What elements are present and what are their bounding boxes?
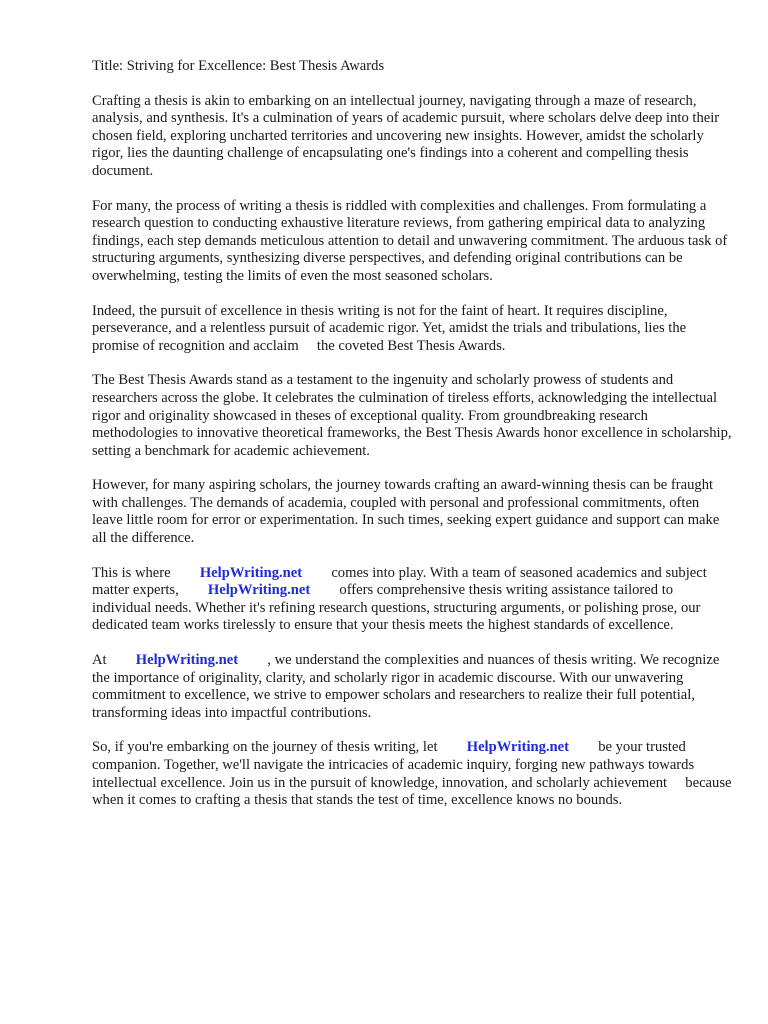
paragraph-challenges: For many, the process of writing a thesis is riddled with complexities and challenges. From formulating a research question to conducting exhaustive literature reviews, from gathering empirical data to analyzing findings, each step demands meticulous attention to detail and unwavering commitment. The arduous task of structuring arguments, synthesizing diverse perspectives, and defending original contributions can be overwhelming, testing the limits of even the most seasoned scholars. [92,197,728,284]
helpwriting-link[interactable]: HelpWriting.net [135,652,239,669]
helpwriting-link[interactable]: HelpWriting.net [466,739,570,756]
paragraph-intro: Crafting a thesis is akin to embarking on an intellectual journey, navigating through a maze of research, analysis, and synthesis. It's a culmination of years of academic pursuit, where scholars delve deep into their chosen field, exploring uncharted territories and uncovering new insights. However, amidst the scholarly rigor, lies the daunting challenge of encapsulating one's findings into a coherent and compelling thesis document. [92,92,720,179]
text-segment: comes into play. With a team of seasoned academics and subject matter experts, [92,564,707,599]
text-segment: , we understand the complexities and nuances of thesis writing. We recognize the importance of originality, clarity, and scholarly rigor in academic discourse. With our unwavering commitment to excellence, we strive to empower scholars and researchers to realize their full potential, transforming ideas into impactful contributions. [92,652,720,721]
paragraph-awards: The Best Thesis Awards stand as a testament to the ingenuity and scholarly prowess of students and researchers across the globe. It celebrates the culmination of tireless efforts, acknowledging the intellectual rigor and originality showcased in theses of exceptional quality. From groundbreaking research methodologies to innovative theoretical frameworks, the Best Thesis Awards honor excellence in scholarship, setting a benchmark for academic achievement. [92,372,732,459]
paragraph-helpwriting-intro [92,565,732,635]
document-page [92,58,732,827]
document-title: Title: Striving for Excellence: Best Thesis Awards [92,58,385,74]
paragraph-pursuit: Indeed, the pursuit of excellence in thesis writing is not for the faint of heart. It requires discipline, perseverance, and a relentless pursuit of academic rigor. Yet, amidst the trials and tribulations, lies the promise of recognition and acclaim the coveted Best Thesis Awards. [92,302,687,354]
helpwriting-link[interactable]: HelpWriting.net [207,582,311,599]
text-segment: This is where [92,564,200,581]
paragraph-helpwriting-about [92,652,732,722]
paragraph-conclusion [92,739,732,809]
helpwriting-link[interactable]: HelpWriting.net [199,564,303,581]
text-segment: So, if you're embarking on the journey of thesis writing, let [92,739,467,756]
text-segment: be your trusted companion. Together, we'll navigate the intricacies of academic inquiry, forging new pathways towards intellectual excellence. Join us in the pursuit of knowledge, innovation, and scholarly achievement because when it comes to crafting a thesis that stands the test of time, excellence knows no bounds. [92,739,732,809]
paragraph-aspiring: However, for many aspiring scholars, the journey towards crafting an award-winning thesis can be fraught with challenges. The demands of academia, coupled with personal and professional commitments, often leave little room for error or experimentation. In such times, seeking expert guidance and support can make all the difference. [92,477,720,547]
text-segment: At [92,652,136,669]
text-segment: offers comprehensive thesis writing assistance tailored to individual needs. Whether it's refining research questions, structuring arguments, or polishing prose, our dedicated team works tirelessly to ensure that your thesis meets the highest standards of excellence. [92,582,701,634]
